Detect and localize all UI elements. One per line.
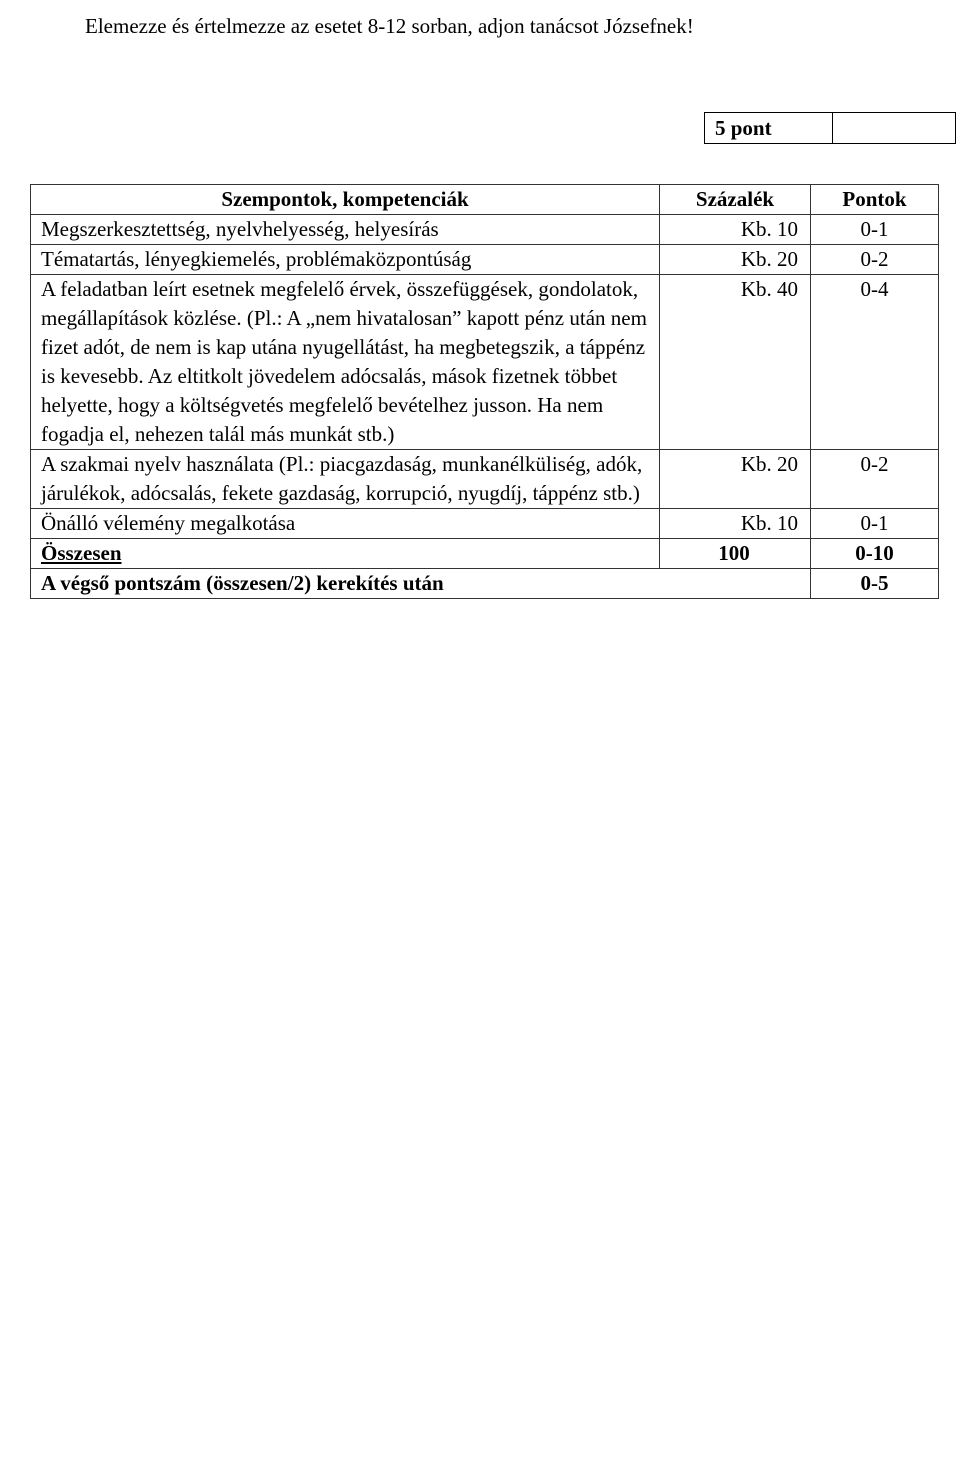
row-points: 0-4 — [811, 275, 939, 450]
row-percent: Kb. 10 — [660, 215, 811, 245]
scoring-rubric-table — [30, 184, 939, 599]
total-row — [31, 539, 939, 569]
row-points: 0-2 — [811, 245, 939, 275]
final-score-row — [31, 569, 939, 599]
row-points: 0-2 — [811, 450, 939, 509]
total-label: Összesen — [31, 539, 660, 569]
row-percent: Kb. 20 — [660, 450, 811, 509]
table-row — [31, 509, 939, 539]
table-row — [31, 450, 939, 509]
row-percent: Kb. 40 — [660, 275, 811, 450]
final-score-label: A végső pontszám (összesen/2) kerekítés után — [31, 569, 811, 599]
score-box-label: 5 pont — [705, 113, 833, 143]
row-points: 0-1 — [811, 215, 939, 245]
row-criterion: Tématartás, lényegkiemelés, problémaközpontúság — [31, 245, 660, 275]
task-instruction: Elemezze és értelmezze az esetet 8-12 sorban, adjon tanácsot Józsefnek! — [85, 14, 694, 38]
row-criterion: Önálló vélemény megalkotása — [31, 509, 660, 539]
table-row — [31, 215, 939, 245]
total-points: 0-10 — [811, 539, 939, 569]
table-header-row — [31, 185, 939, 215]
header-points: Pontok — [811, 185, 939, 215]
row-points: 0-1 — [811, 509, 939, 539]
row-criterion: Megszerkesztettség, nyelvhelyesség, helyesírás — [31, 215, 660, 245]
table-row — [31, 275, 939, 450]
header-criteria: Szempontok, kompetenciák — [31, 185, 660, 215]
score-box — [704, 112, 956, 144]
row-criterion: A feladatban leírt esetnek megfelelő érvek, összefüggések, gondolatok, megállapítások közlése. (Pl.: A „nem hivatalosan” kapott pénz után nem fizet adót, de nem is kap utána nyugellátást, ha megbetegszik, a táppénz is kevesebb. Az eltitkolt jövedelem adócsalás, mások fizetnek többet helyette, hogy a költségvetés megfelelő bevételhez jusson. Ha nem fogadja el, nehezen talál más munkát stb.) — [31, 275, 660, 450]
row-percent: Kb. 20 — [660, 245, 811, 275]
final-score-points: 0-5 — [811, 569, 939, 599]
row-percent: Kb. 10 — [660, 509, 811, 539]
row-criterion: A szakmai nyelv használata (Pl.: piacgazdaság, munkanélküliség, adók, járulékok, adócsalás, fekete gazdaság, korrupció, nyugdíj, táppénz stb.) — [31, 450, 660, 509]
score-box-value-field[interactable] — [833, 113, 955, 143]
header-percent: Százalék — [660, 185, 811, 215]
table-row — [31, 245, 939, 275]
total-percent: 100 — [660, 539, 811, 569]
